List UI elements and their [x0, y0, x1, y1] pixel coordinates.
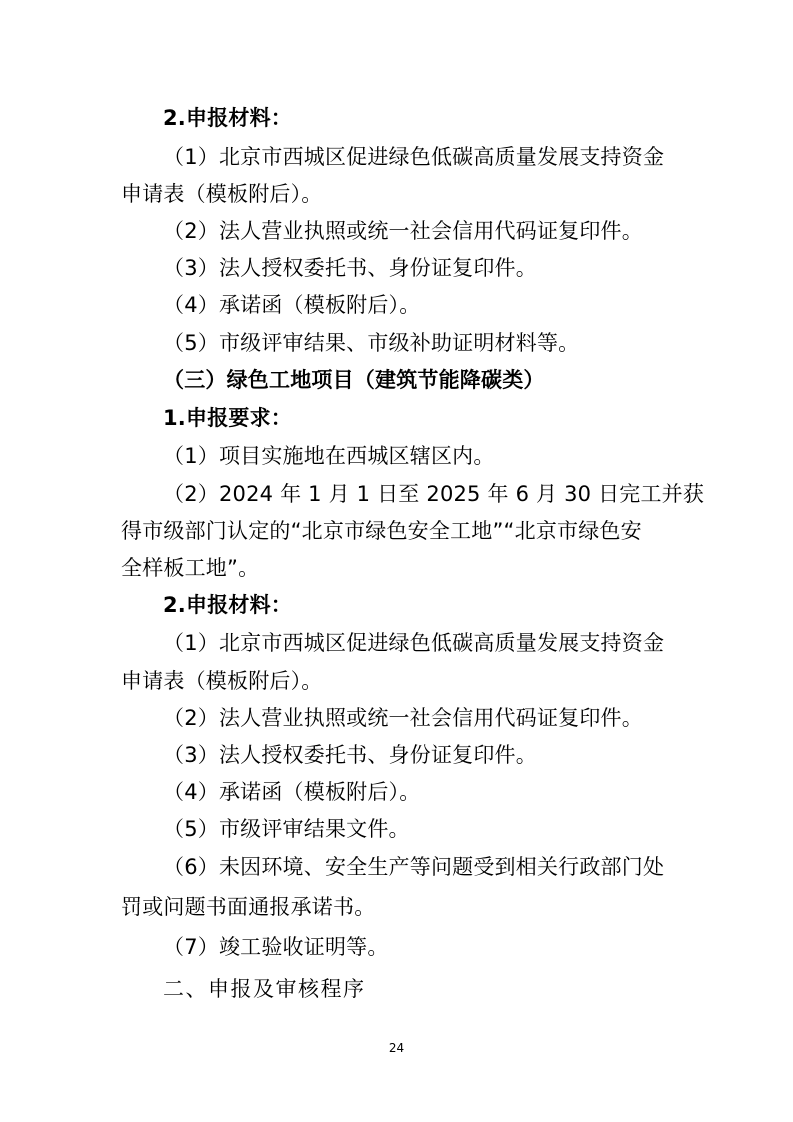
material-item-1-cont: 申请表（模板附后）。 — [121, 182, 323, 206]
section-3-material-item-1-cont: 申请表（模板附后）。 — [121, 669, 323, 693]
section-3-material-item-4: （4）承诺函（模板附后）。 — [163, 780, 421, 804]
requirement-item-2: （2）2024 年 1 月 1 日至 2025 年 6 月 30 日完工并获 — [163, 482, 705, 506]
material-item-4: （4）承诺函（模板附后）。 — [163, 293, 421, 317]
section-3-material-item-5: （5）市级评审结果文件。 — [163, 817, 410, 841]
part-2-title: 二、申报及审核程序 — [163, 977, 366, 1001]
requirement-item-2-cont-1: 得市级部门认定的“北京市绿色安全工地”“北京市绿色安 — [121, 519, 642, 543]
section-3-material-item-3: （3）法人授权委托书、身份证复印件。 — [163, 743, 537, 767]
material-item-3: （3）法人授权委托书、身份证复印件。 — [163, 256, 537, 280]
material-item-5: （5）市级评审结果、市级补助证明材料等。 — [163, 331, 580, 355]
section-3-title: （三）绿色工地项目（建筑节能降碳类） — [163, 368, 545, 392]
page-number: 24 — [388, 1041, 405, 1055]
section-3-material-item-7: （7）竣工验收证明等。 — [163, 935, 389, 959]
requirement-item-1: （1）项目实施地在西城区辖区内。 — [163, 444, 495, 468]
section-3-materials-heading: 2.申报材料： — [163, 593, 292, 617]
section-3-material-item-2: （2）法人营业执照或统一社会信用代码证复印件。 — [163, 706, 643, 730]
requirements-heading: 1.申报要求： — [163, 406, 292, 430]
section-3-material-item-1: （1）北京市西城区促进绿色低碳高质量发展支持资金 — [163, 631, 665, 655]
section-3-material-item-6-cont: 罚或问题书面通报承诺书。 — [121, 895, 376, 919]
section-3-material-item-6: （6）未因环境、安全生产等问题受到相关行政部门处 — [163, 855, 665, 879]
material-item-2: （2）法人营业执照或统一社会信用代码证复印件。 — [163, 219, 643, 243]
materials-heading: 2.申报材料： — [163, 106, 292, 130]
material-item-1: （1）北京市西城区促进绿色低碳高质量发展支持资金 — [163, 145, 665, 169]
requirement-item-2-cont-2: 全样板工地”。 — [121, 556, 260, 580]
